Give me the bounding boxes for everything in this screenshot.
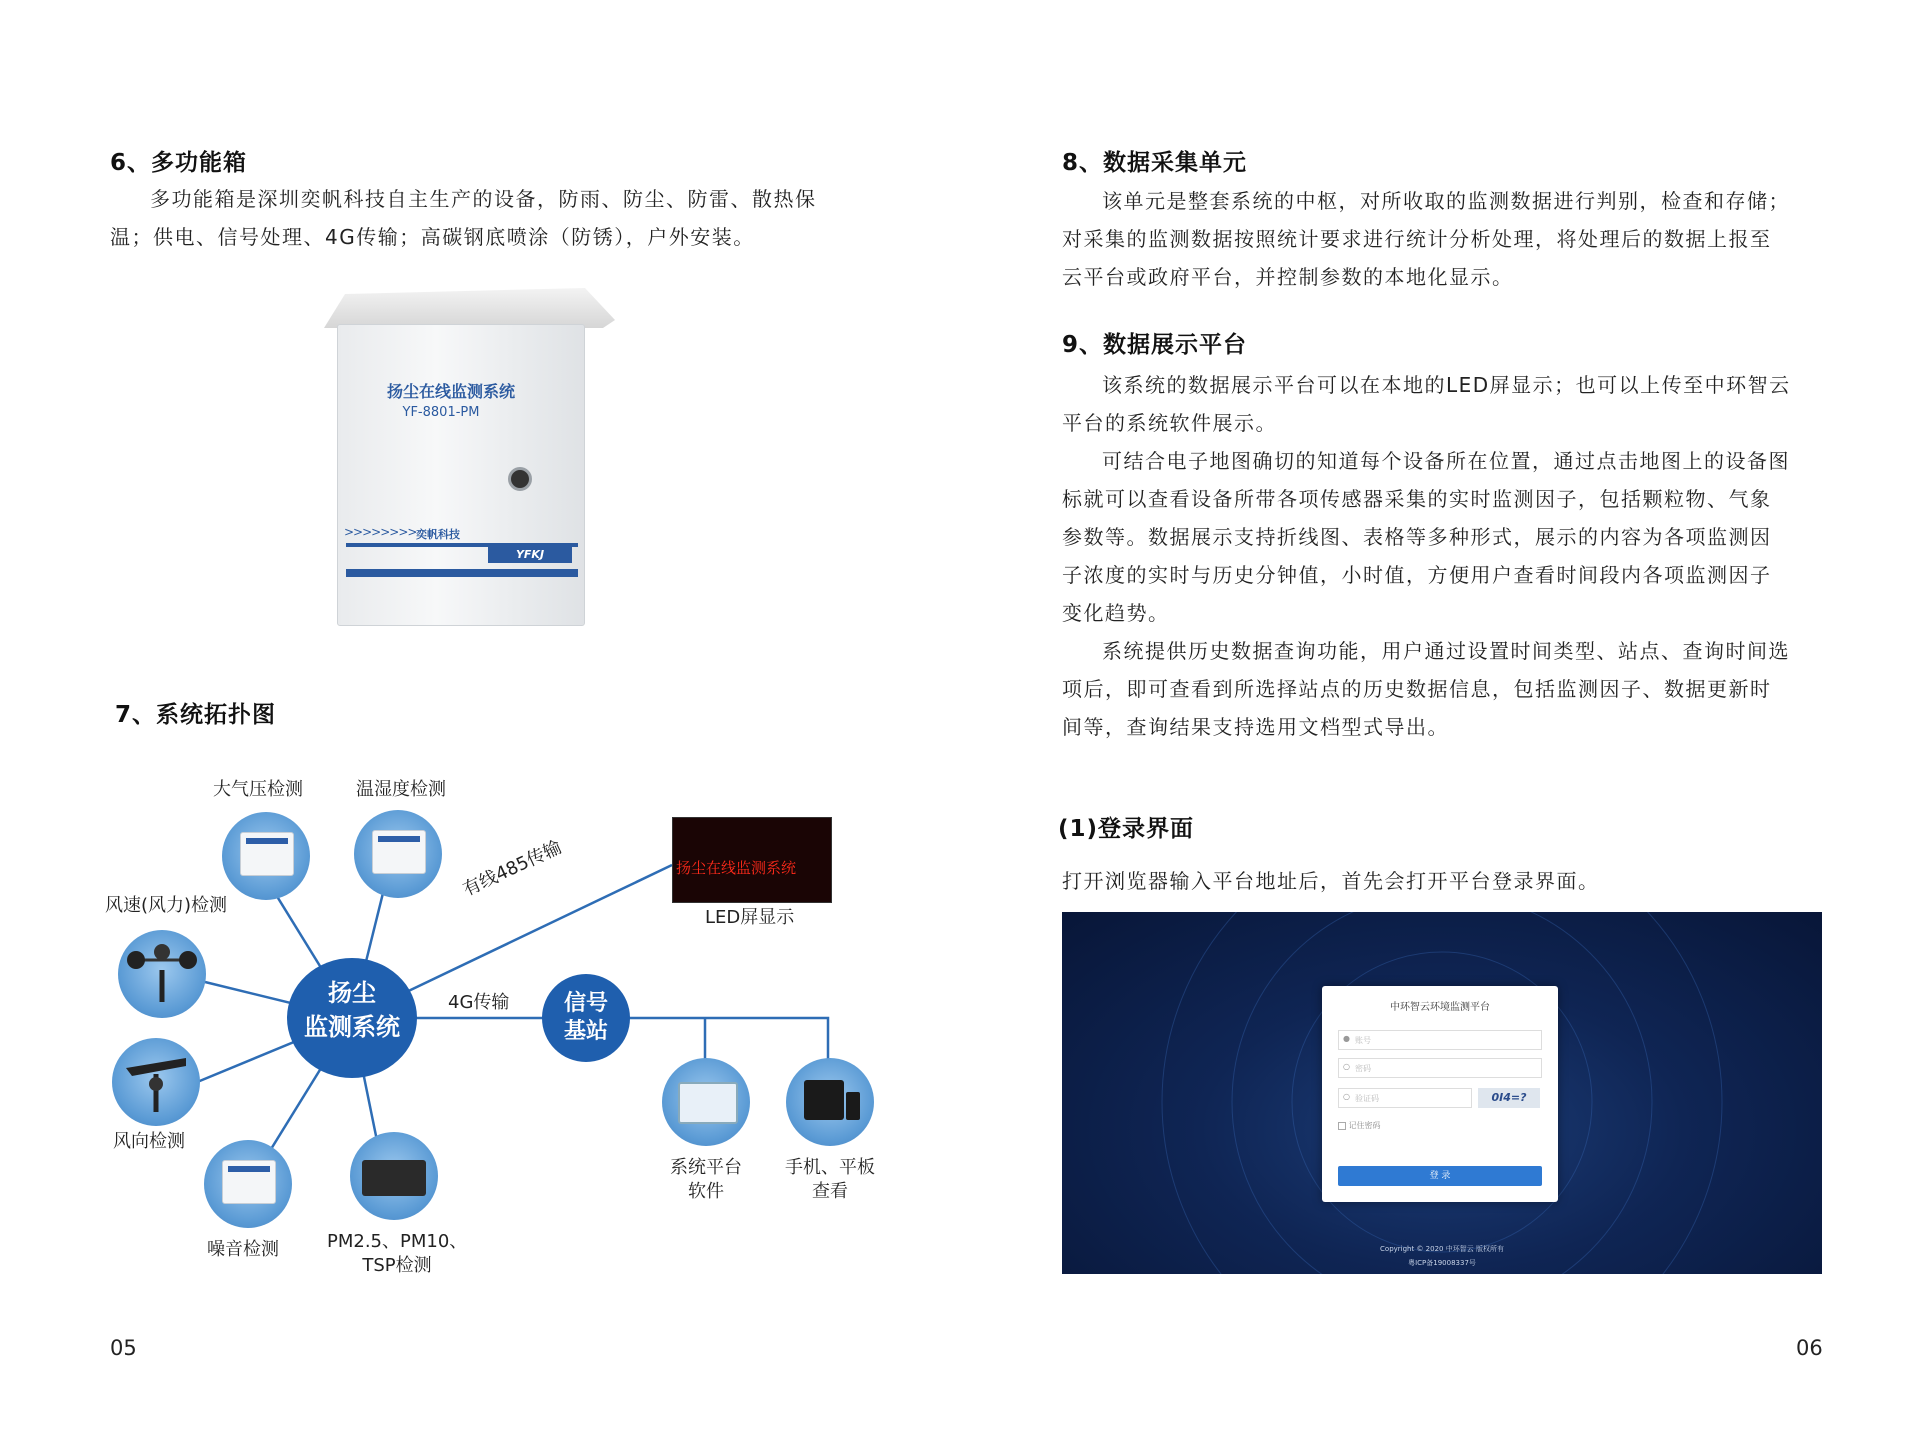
section-8-line-2: 对采集的监测数据按照统计要求进行统计分析处理，将处理后的数据上报至 (1062, 227, 1772, 251)
login-footer-copyright: Copyright © 2020 中环智云 版权所有 (1380, 1245, 1504, 1253)
box-roof (315, 288, 615, 328)
s9-p1-line-1: 该系统的数据展示平台可以在本地的LED屏显示；也可以上传至中环智云 (1102, 373, 1791, 397)
page-number-right: 06 (1796, 1336, 1823, 1360)
pm-label-line-2: TSP检测 (362, 1255, 432, 1276)
s9-p3-line-2: 项后，即可查看到所选择站点的历史数据信息，包括监测因子、数据更新时 (1062, 677, 1772, 701)
remember-checkbox[interactable] (1338, 1120, 1381, 1131)
box-body (337, 324, 585, 626)
humidity-sensor-node (354, 810, 442, 898)
shield-icon: ○ (1343, 1092, 1350, 1101)
section-6-line-1: 多功能箱是深圳奕帆科技自主生产的设备，防雨、防尘、防雷、散热保 (150, 187, 817, 211)
section-8-line-1: 该单元是整套系统的中枢，对所收取的监测数据进行判别，检查和存储； (1102, 189, 1790, 213)
s9-p2-line-5: 变化趋势。 (1062, 601, 1170, 625)
mobile-label-line-1: 手机、平板 (785, 1157, 875, 1178)
password-placeholder: 密码 (1355, 1064, 1371, 1073)
mobile-label-line-2: 查看 (812, 1181, 848, 1202)
captcha-image[interactable]: 0I4=? (1478, 1088, 1540, 1108)
password-input[interactable] (1338, 1058, 1542, 1078)
lock-icon (508, 467, 532, 491)
humidity-label: 温湿度检测 (356, 779, 446, 800)
s9-p3-line-3: 间等，查询结果支持选用文档型式导出。 (1062, 715, 1449, 739)
page-number-left: 05 (110, 1336, 137, 1360)
login-form (1322, 986, 1558, 1202)
signal-base-station (542, 974, 630, 1062)
hub-line-2: 监测系统 (304, 1013, 400, 1041)
dust-monitoring-hub (287, 958, 417, 1078)
hub-line-1: 扬尘 (328, 979, 376, 1007)
login-section-heading: (1)登录界面 (1058, 816, 1195, 842)
wind-direction-label: 风向检测 (113, 1131, 185, 1152)
mobile-tablet-node (786, 1058, 874, 1146)
section-9-heading: 9、数据展示平台 (1062, 332, 1248, 358)
pressure-sensor-node (222, 812, 310, 900)
topology-diagram (0, 760, 960, 1320)
4g-label: 4G传输 (448, 992, 510, 1013)
box-title: 扬尘在线监测系统 (386, 382, 515, 401)
checkbox-icon (1338, 1122, 1346, 1130)
section-8-paragraph (1062, 182, 1842, 296)
pressure-label: 大气压检测 (213, 779, 303, 800)
section-6-paragraph (110, 180, 890, 256)
box-model: YF-8801-PM (402, 405, 480, 420)
monitor-icon (678, 1082, 738, 1124)
pm-sensor-node (350, 1132, 438, 1220)
led-caption: LED屏显示 (705, 907, 795, 928)
noise-sensor-icon (222, 1160, 276, 1204)
user-icon: ● (1343, 1034, 1350, 1043)
s9-p2-line-2: 标就可以查看设备所带各项传感器采集的实时监测因子，包括颗粒物、气象 (1062, 487, 1772, 511)
mobile-label (770, 1156, 890, 1204)
remember-label: 记住密码 (1348, 1121, 1381, 1130)
phone-icon (846, 1092, 860, 1120)
platform-software-node (662, 1058, 750, 1146)
wind-speed-label: 风速(风力)检测 (105, 895, 228, 916)
section-6-line-2: 温；供电、信号处理、4G传输；高碳钢底喷涂（防锈），户外安装。 (110, 225, 755, 249)
platform-label-line-1: 系统平台 (670, 1157, 742, 1178)
login-footer-icp: 粤ICP备19008337号 (1408, 1259, 1476, 1267)
multifunction-box-image (315, 288, 615, 633)
section-8-heading: 8、数据采集单元 (1062, 150, 1248, 176)
login-section-desc: 打开浏览器输入平台地址后，首先会打开平台登录界面。 (1062, 869, 1600, 893)
wind-speed-sensor-node (118, 930, 206, 1018)
station-line-2: 基站 (563, 1019, 608, 1044)
captcha-placeholder: 验证码 (1355, 1094, 1379, 1103)
section-8-line-3: 云平台或政府平台，并控制参数的本地化显示。 (1062, 265, 1514, 289)
login-screenshot (1062, 912, 1822, 1274)
s9-p1-line-2: 平台的系统软件展示。 (1062, 411, 1277, 435)
box-brand-en: YFKJ (488, 547, 572, 563)
led-screen (672, 817, 832, 903)
s9-p2-line-3: 参数等。数据展示支持折线图、表格等多种形式，展示的内容为各项监测因 (1062, 525, 1772, 549)
pm-label (327, 1230, 467, 1278)
noise-label: 噪音检测 (207, 1239, 279, 1260)
noise-sensor-node (204, 1140, 292, 1228)
username-placeholder: 账号 (1355, 1036, 1371, 1045)
wind-vane-icon (112, 1038, 200, 1126)
platform-label-line-2: 软件 (688, 1181, 724, 1202)
login-button[interactable]: 登 录 (1338, 1166, 1542, 1186)
pressure-sensor-icon (240, 832, 294, 876)
section-7-heading: 7、系统拓扑图 (115, 702, 277, 728)
humidity-sensor-icon (372, 830, 426, 874)
station-line-1: 信号 (563, 991, 608, 1016)
login-title: 中环智云环境监测平台 (1390, 1002, 1490, 1013)
s9-p2-line-4: 子浓度的实时与历史分钟值，小时值，方便用户查看时间段内各项监测因子 (1062, 563, 1772, 587)
section-9-body (1062, 366, 1842, 746)
pm-label-line-1: PM2.5、PM10、 (327, 1231, 468, 1252)
box-arrows: >>>>>>>> (344, 525, 417, 539)
pm-sensor-icon (362, 1160, 426, 1196)
led-line-1: 扬尘在线监测系统 (676, 859, 797, 877)
box-brand: 奕帆科技 (416, 528, 460, 541)
anemometer-icon (118, 930, 206, 1018)
captcha-input[interactable] (1338, 1088, 1472, 1108)
tablet-icon (804, 1080, 844, 1120)
section-6-heading: 6、多功能箱 (110, 150, 248, 176)
s9-p2-line-1: 可结合电子地图确切的知道每个设备所在位置，通过点击地图上的设备图 (1102, 449, 1790, 473)
wired-485-label: 有线485传输 (459, 836, 565, 901)
wind-direction-sensor-node (112, 1038, 200, 1126)
box-stripe-2 (346, 569, 578, 577)
s9-p3-line-1: 系统提供历史数据查询功能，用户通过设置时间类型、站点、查询时间选 (1102, 639, 1790, 663)
platform-label (660, 1156, 752, 1204)
username-input[interactable] (1338, 1030, 1542, 1050)
lock-icon: ○ (1343, 1062, 1350, 1071)
